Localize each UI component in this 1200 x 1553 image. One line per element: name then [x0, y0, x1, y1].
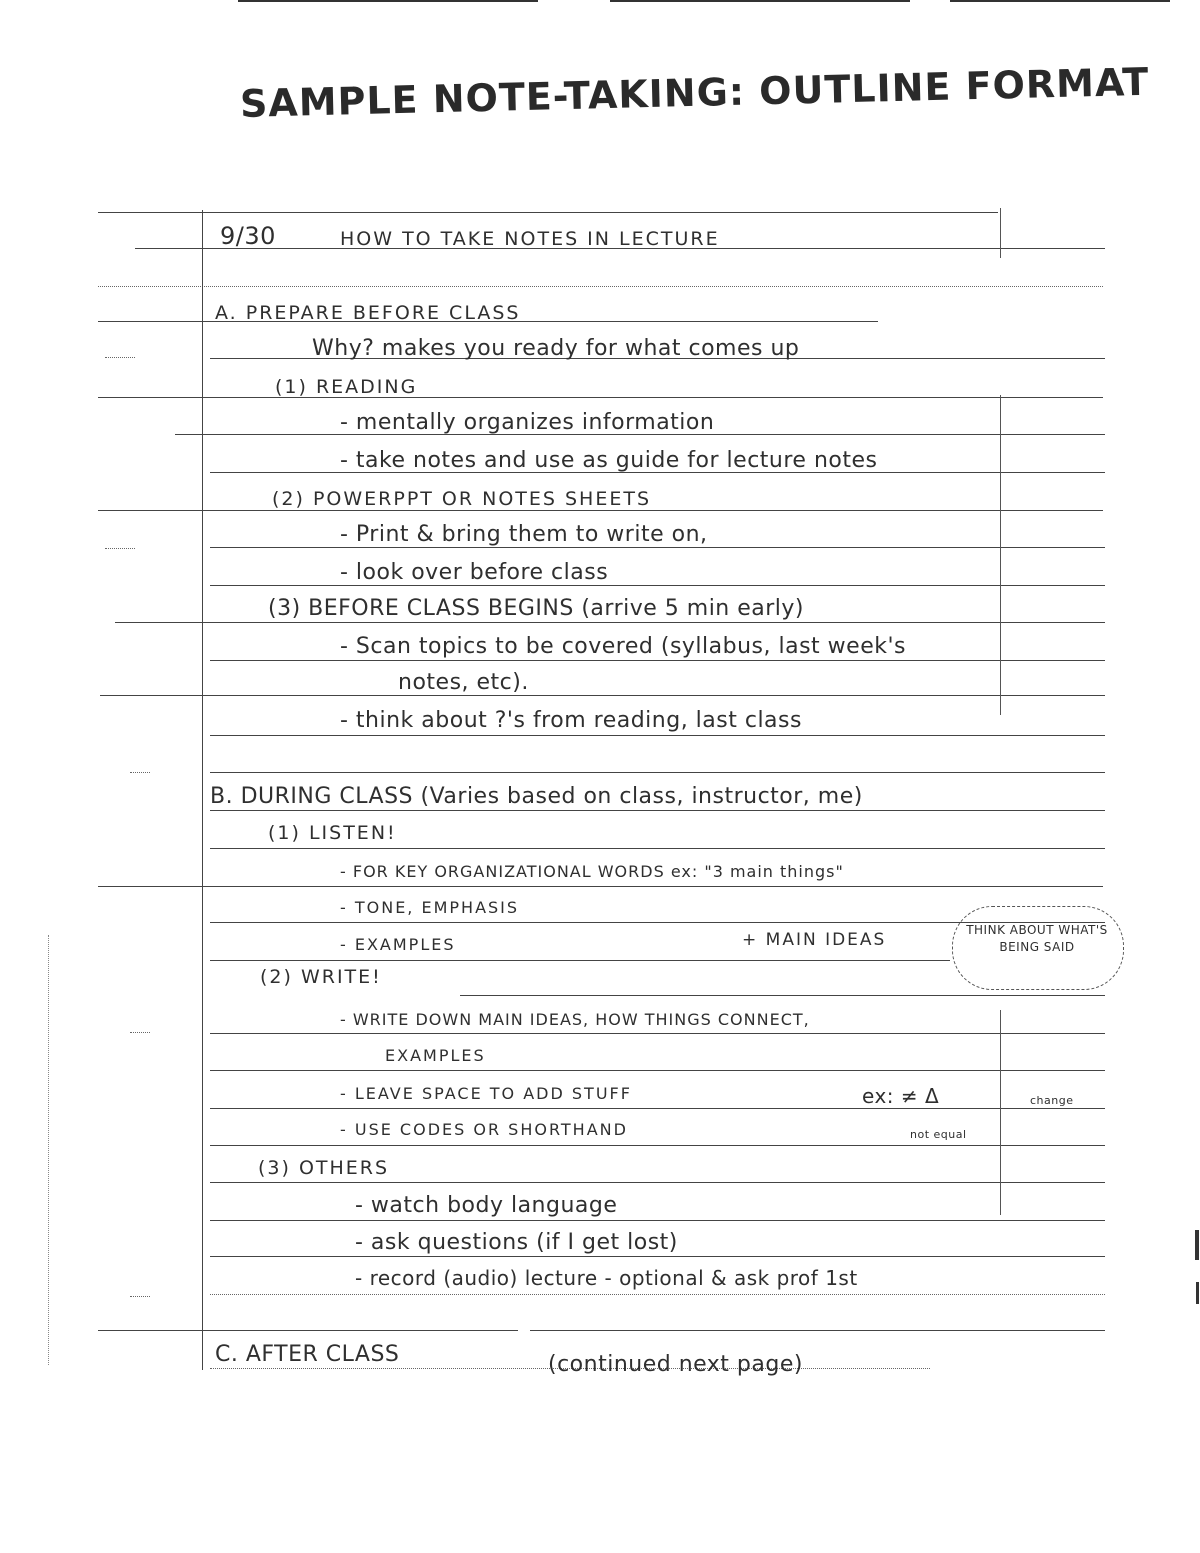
ruled-line	[210, 1070, 1105, 1071]
ruled-line	[210, 1145, 1105, 1146]
ruled-line	[210, 1182, 1105, 1183]
ruled-line	[98, 886, 1103, 887]
bubble-text: THINK ABOUT WHAT'S BEING SAID	[966, 923, 1108, 954]
scan-margin-mark	[48, 935, 63, 1365]
margin-dash	[105, 548, 135, 549]
ruled-line	[98, 397, 1103, 398]
note-line: - EXAMPLES	[340, 935, 456, 954]
margin-dash	[105, 357, 135, 358]
note-line: - record (audio) lecture - optional & ask prof 1st	[355, 1266, 858, 1290]
note-line: ex: ≠ Δ	[862, 1084, 940, 1108]
section-b-heading: B. DURING CLASS (Varies based on class, instructor, me)	[210, 784, 863, 809]
scan-edge-mark	[1195, 1230, 1199, 1260]
top-edge-dash	[950, 0, 1170, 2]
right-vertical-line	[1000, 395, 1001, 715]
note-line: EXAMPLES	[385, 1046, 486, 1065]
ruled-line	[98, 286, 1103, 287]
note-line: - look over before class	[340, 560, 609, 585]
note-line: notes, etc).	[398, 670, 529, 695]
scan-edge-mark	[1196, 1282, 1199, 1304]
note-line: (1) READING	[275, 376, 418, 398]
note-line: + MAIN IDEAS	[742, 930, 887, 950]
note-line: (3) OTHERS	[258, 1157, 390, 1179]
ruled-line	[115, 622, 1105, 623]
section-c-heading: C. AFTER CLASS	[215, 1342, 400, 1367]
margin-dash	[130, 772, 150, 773]
ruled-line	[210, 1108, 1105, 1109]
ruled-line	[210, 735, 1105, 736]
ruled-line	[210, 810, 1105, 811]
note-line: (2) POWERPPT OR NOTES SHEETS	[272, 488, 652, 510]
note-annotation: change	[1030, 1094, 1074, 1107]
ruled-line	[210, 960, 950, 961]
right-vertical-line	[1000, 208, 1001, 258]
note-line: - LEAVE SPACE TO ADD STUFF	[340, 1084, 632, 1103]
ruled-line	[210, 1256, 1105, 1257]
ruled-line	[210, 1220, 1105, 1221]
note-line: Why? makes you ready for what comes up	[312, 336, 800, 361]
ruled-line	[210, 848, 1105, 849]
ruled-line	[210, 585, 1105, 586]
note-line: - Print & bring them to write on,	[340, 522, 708, 547]
note-line: - Scan topics to be covered (syllabus, last week's	[340, 634, 906, 659]
ruled-line	[98, 1330, 518, 1331]
note-topic: HOW TO TAKE NOTES IN LECTURE	[340, 228, 720, 250]
ruled-line	[210, 660, 1105, 661]
note-line: - WRITE DOWN MAIN IDEAS, HOW THINGS CONNECT,	[340, 1010, 810, 1029]
right-vertical-line	[1000, 1010, 1001, 1215]
margin-line	[202, 210, 203, 1370]
note-line: - TONE, EMPHASIS	[340, 898, 520, 917]
note-line: - FOR KEY ORGANIZATIONAL WORDS ex: "3 main things"	[340, 862, 844, 881]
note-line: - ask questions (if I get lost)	[355, 1230, 678, 1255]
note-line: - think about ?'s from reading, last class	[340, 708, 802, 733]
note-annotation: not equal	[910, 1128, 967, 1141]
margin-dash	[130, 1032, 150, 1033]
ruled-line	[98, 510, 1103, 511]
ruled-line	[530, 1330, 1105, 1331]
ruled-line	[210, 772, 1105, 773]
note-line: - mentally organizes information	[340, 410, 715, 435]
ruled-line	[460, 995, 1105, 996]
note-line: - USE CODES OR SHORTHAND	[340, 1120, 628, 1139]
ruled-line	[210, 1033, 1105, 1034]
ruled-line	[100, 695, 1105, 696]
ruled-line	[98, 212, 998, 213]
margin-dash	[130, 1296, 150, 1297]
note-line: (3) BEFORE CLASS BEGINS (arrive 5 min early)	[268, 596, 805, 621]
page-title: SAMPLE NOTE-TAKING: OUTLINE FORMAT	[239, 59, 1150, 126]
note-line: (1) LISTEN!	[268, 822, 397, 844]
note-line: - take notes and use as guide for lecture notes	[340, 448, 878, 473]
note-date: 9/30	[220, 222, 276, 250]
top-edge-dash	[238, 0, 538, 2]
note-line: (continued next page)	[548, 1352, 803, 1377]
ruled-line	[210, 1294, 1105, 1295]
section-a-heading: A. PREPARE BEFORE CLASS	[215, 302, 521, 324]
note-line: (2) WRITE!	[260, 966, 382, 988]
note-line: - watch body language	[355, 1193, 618, 1218]
ruled-line	[210, 547, 1105, 548]
top-edge-dash	[610, 0, 910, 2]
